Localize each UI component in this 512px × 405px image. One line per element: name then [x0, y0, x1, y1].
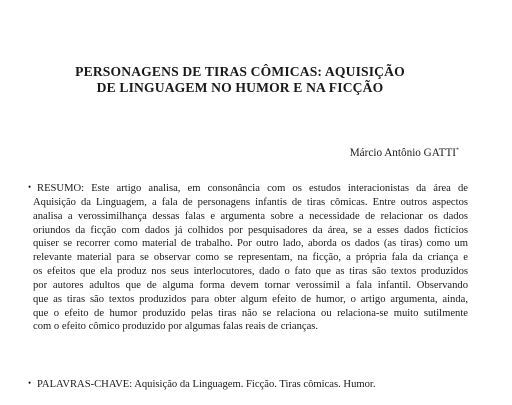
- abstract-line: relevante material para se observar como se representam, na ficção, a própria fala da criança e: [33, 252, 468, 264]
- abstract-line: [28, 181, 468, 196]
- abstract: [28, 181, 468, 334]
- abstract-line: os efeitos que ela produz nos seus interlocutores, dado o fato que as tiras são textos produzidos: [33, 266, 468, 278]
- title-line-1: PERSONAGENS DE TIRAS CÔMICAS: AQUISIÇÃO: [75, 64, 405, 79]
- abstract-line: quiser se recorrer como material de trabalho. Por outro lado, aborda os dados (as tiras) como um: [33, 238, 468, 250]
- abstract-line: com o efeito cômico produzido por algumas falas reais de crianças.: [33, 321, 319, 333]
- keywords-text: PALAVRAS-CHAVE: Aquisição da Linguagem. Ficção. Tiras cômicas. Humor.: [37, 379, 376, 390]
- bullet-icon: •: [28, 378, 32, 388]
- abstract-line: oriundos da ficção com dados já colhidos por pesquisadores da área, se a esses dados fictícios: [33, 224, 468, 236]
- abstract-line: analisa a verossimilhança dessas falas e argumenta sobre a necessidade de relacionar os dados: [33, 210, 468, 222]
- keywords: [28, 377, 468, 392]
- article-title: [40, 64, 440, 96]
- abstract-line-text: RESUMO: Este artigo analisa, em consonância com os estudos interacionistas da área de: [37, 183, 468, 194]
- abstract-line: que as tiras são textos produzidos para obter algum efeito de humor, o artigo argumenta, ainda,: [33, 293, 468, 305]
- abstract-line: por autores adultos que de alguma forma devem tornar verossímil a fala infantil. Observando: [33, 279, 468, 291]
- abstract-line: que o efeito de humor produzido pelas tiras não se relaciona ou relaciona-se muito sutilmente: [33, 307, 468, 319]
- bullet-icon: •: [28, 182, 32, 192]
- author-footnote-mark: *: [456, 147, 459, 154]
- title-line-2: DE LINGUAGEM NO HUMOR E NA FICÇÃO: [96, 80, 384, 95]
- abstract-line: Aquisição da Linguagem, a fala de personagens infantis de tiras cômicas. Entre outros aspectos: [33, 196, 468, 208]
- author-name: [350, 147, 459, 159]
- author-name-text: Márcio Antônio GATTI: [349, 147, 456, 159]
